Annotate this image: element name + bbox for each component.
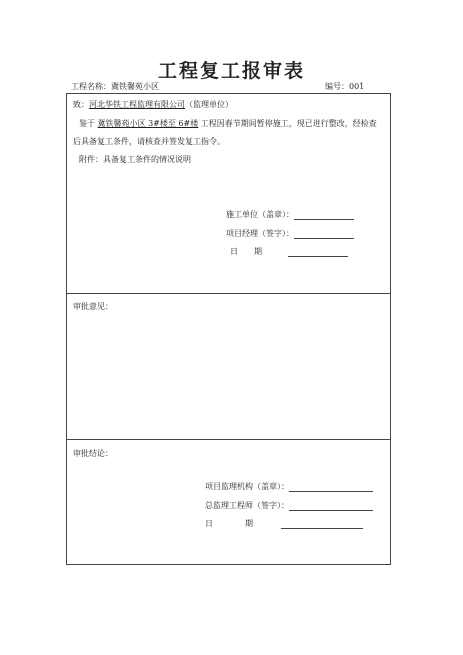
contractor-blank: [294, 211, 354, 220]
application-date-row: [230, 246, 348, 257]
statement-line-1: [79, 118, 377, 129]
project-name-label: 工程名称：: [71, 82, 111, 91]
form-table: [66, 93, 391, 565]
chief-engineer-label: 总监理工程师（签字）：: [205, 501, 289, 510]
supervision-org-label: 项目监理机构（盖章）：: [205, 482, 289, 491]
application-date-blank: [288, 248, 348, 257]
project-name-value: 冀铁馨苑小区: [111, 82, 159, 91]
form-number-value: 001: [349, 82, 365, 91]
manager-signature-row: [226, 228, 354, 239]
review-opinion-label: 审批意见：: [73, 302, 113, 311]
form-number-label: 编号：: [325, 82, 349, 91]
section-divider-1: [67, 293, 390, 294]
chief-engineer-blank: [289, 502, 373, 511]
addressee-prefix: 致：: [73, 100, 89, 109]
conclusion-date-blank: [281, 520, 363, 529]
supervision-org-blank: [289, 483, 373, 492]
contractor-signature-row: [226, 209, 354, 220]
statement-line-2: 后具备复工条件，请核查并签发复工指令。: [73, 137, 225, 146]
conclusion-date-label: 日 期: [205, 519, 253, 528]
application-date-label: 日 期: [230, 247, 262, 256]
conclusion-label: 审批结论：: [73, 449, 113, 458]
statement-prefix: 鉴于: [79, 119, 95, 128]
addressee-line: [73, 99, 233, 110]
form-number-row: [325, 81, 364, 92]
supervision-org-signature-row: [205, 481, 373, 492]
addressee-suffix: （监理单位）: [185, 100, 233, 109]
manager-label: 项目经理（签字）：: [226, 229, 294, 238]
section-divider-2: [67, 439, 390, 440]
statement-rest: 工程因春节期间暂停施工，现已进行整改，经检查: [200, 119, 377, 128]
form-title: 工程复工报审表: [157, 60, 305, 82]
statement-project: 冀铁馨苑小区 3#楼至 6#楼: [97, 119, 199, 128]
conclusion-date-row: [205, 518, 363, 529]
supervisor-org: 河北华铁工程监理有限公司: [89, 100, 185, 109]
chief-engineer-signature-row: [205, 500, 373, 511]
attachment-line: 附件：具备复工条件的情况说明: [79, 155, 191, 164]
project-name-row: [71, 81, 159, 92]
contractor-label: 施工单位（盖章）：: [226, 210, 294, 219]
manager-blank: [294, 230, 354, 239]
